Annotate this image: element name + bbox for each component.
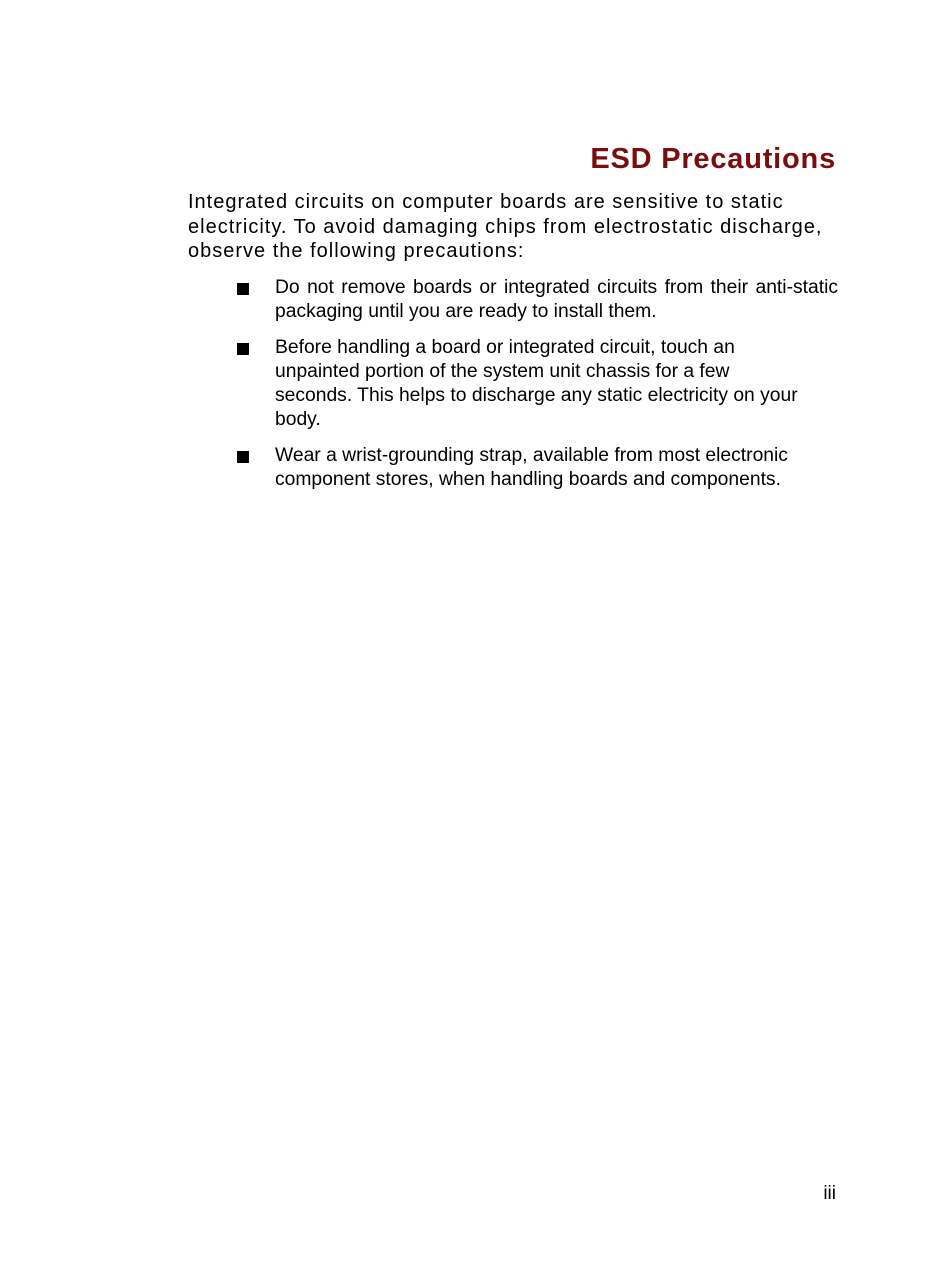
list-item [236, 276, 838, 324]
square-bullet-icon [237, 343, 249, 355]
square-bullet-icon [237, 283, 249, 295]
intro-paragraph: Integrated circuits on computer boards are sensitive to static electricity. To avoid damaging chips from electrostatic discharge, observe the following precautions: [188, 191, 823, 263]
list-item [236, 444, 838, 492]
precaution-text: Before handling a board or integrated circuit, touch an unpainted portion of the system unit chassis for a few seconds. This helps to discharge any static electricity on your body. [275, 337, 798, 430]
page-number: iii [823, 1183, 836, 1204]
precaution-text: Do not remove boards or integrated circuits from their anti-static packaging until you are ready to install them. [275, 277, 838, 322]
precautions-list [236, 276, 838, 504]
list-item [236, 336, 838, 432]
square-bullet-icon [237, 451, 249, 463]
precaution-text: Wear a wrist-grounding strap, available from most electronic component stores, when handling boards and components. [275, 445, 788, 490]
page-title: ESD Precautions [590, 143, 836, 175]
